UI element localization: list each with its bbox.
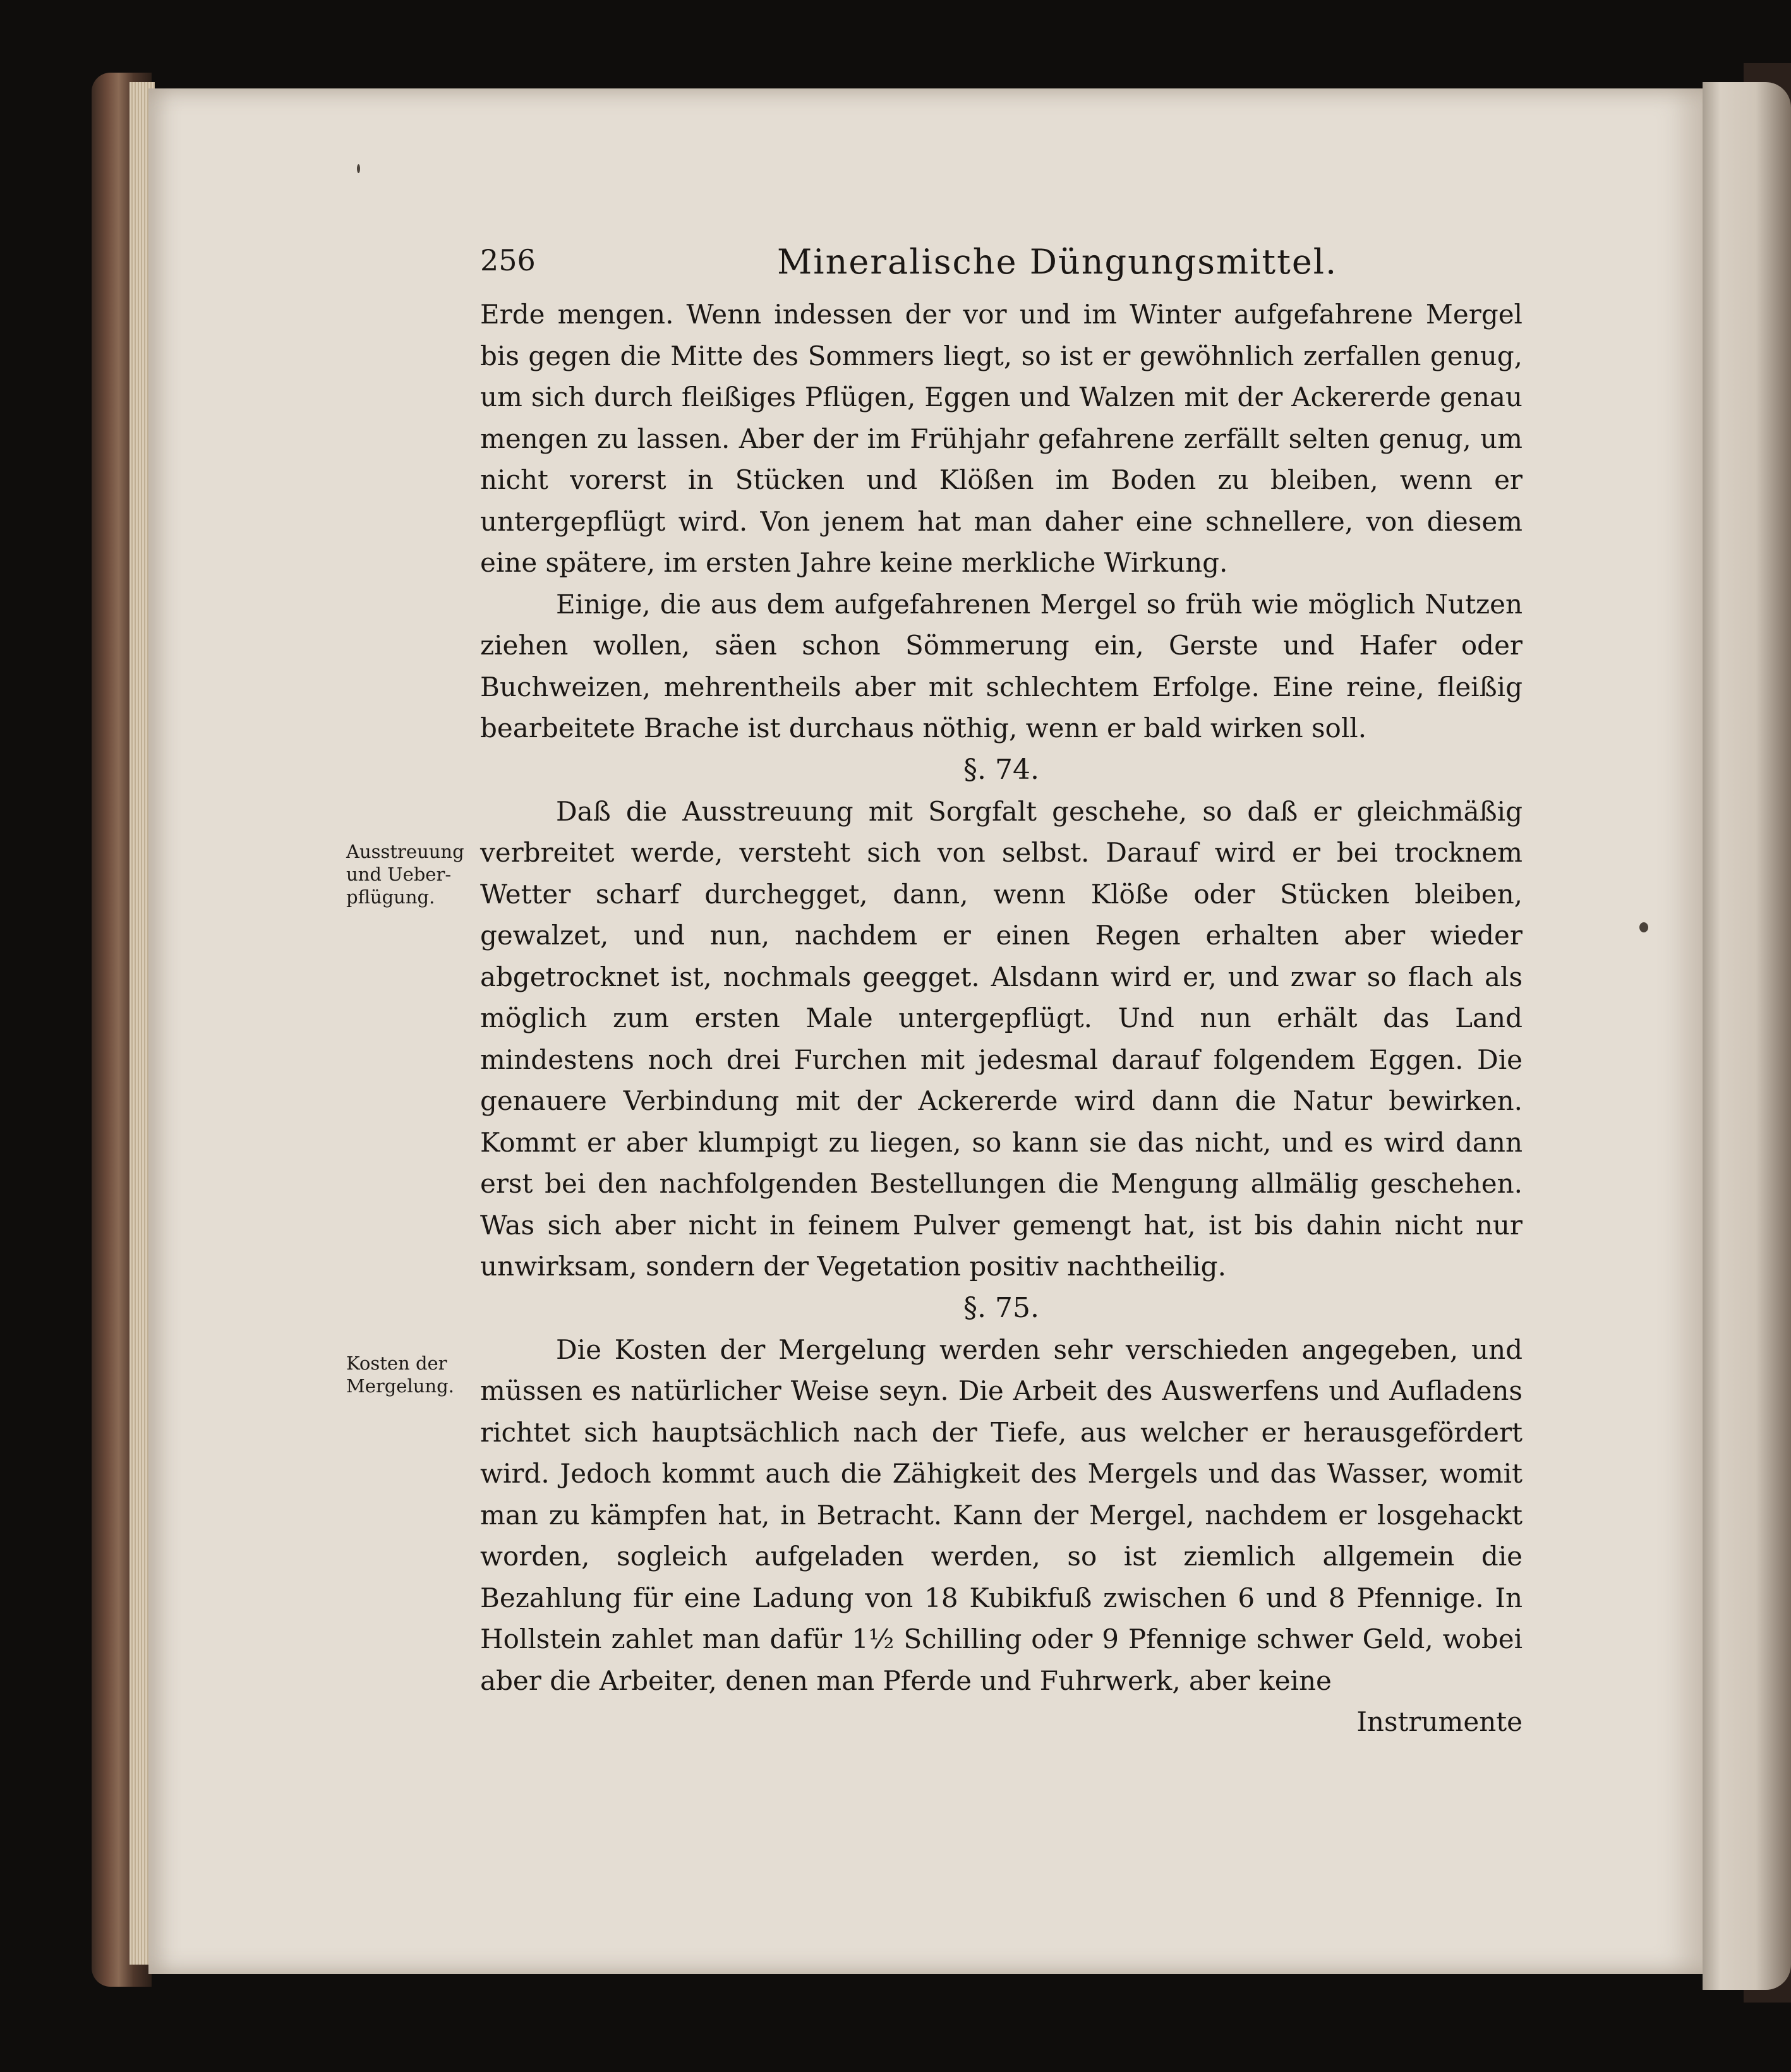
running-title: Mineralische Düngungsmittel. [777,242,1338,282]
margin-note-line: und Ueber- [346,864,452,885]
paragraph: Die Kosten der Mergelung werden sehr verschieden angegeben, und müssen es natürlicher Weise seyn. Die Arbeit des Auswerfens und Aufladens richtet sich hauptsächlich nach der Tiefe, aus welcher er herausgefördert wird. Jedoch kommt auch die Zähigkeit des Mergels und das Wasser, womit man zu kämpfen hat, in Betracht. Kann der Mergel, nachdem er losgehackt worden, sogleich aufgeladen werden, so ist ziemlich allgemein die Bezahlung für eine Ladung von 18 Kubikfuß zwischen 6 und 8 Pfennige. In Hollstein zahlet man dafür 1½ Schilling oder 9 Pfennige schwer Geld, wobei aber die Arbeiter, denen man Pferde und Fuhrwerk, aber keine [480,1334,1523,1696]
ink-speck [357,164,360,173]
margin-note-line: Kosten der [346,1352,447,1374]
margin-note-74 [346,840,473,908]
text-block [480,237,1523,1742]
page-header [480,237,1523,294]
facing-page-edge [1703,82,1791,1990]
section-heading-74: §. 74. [963,753,1039,786]
ink-speck [1639,922,1648,932]
catchword: Instrumente [1356,1706,1523,1737]
paragraph: Erde mengen. Wenn indessen der vor und im Winter aufgefahrene Mergel bis gegen die Mitte des Sommers liegt, so ist er gewöhnlich zerfallen genug, um sich durch fleißiges Pflügen, Eggen und Walzen mit der Ackererde genau mengen zu lassen. Aber der im Frühjahr gefahrene zerfällt selten genug, um nicht vorerst in Stücken und Klößen im Boden zu bleiben, wenn er untergepflügt wird. Von jenem hat man daher eine schnellere, von diesem eine spätere, im ersten Jahre keine merkliche Wirkung. [480,299,1523,578]
margin-note-75 [346,1352,473,1397]
margin-note-line: Mergelung. [346,1375,454,1397]
paragraph: Einige, die aus dem aufgefahrenen Mergel so früh wie möglich Nutzen ziehen wollen, säen schon Sömmerung ein, Gerste und Hafer oder Buchweizen, mehrentheils aber mit schlechtem Erfolge. Eine reine, fleißig bearbeitete Brache ist durchaus nöthig, wenn er bald wirken soll. [480,588,1523,744]
page-number: 256 [480,243,536,277]
margin-note-line: Ausstreuung [346,841,464,862]
section-heading-75: §. 75. [963,1291,1039,1324]
margin-note-line: pflügung. [346,886,435,908]
paragraph: Daß die Ausstreuung mit Sorgfalt geschehe, so daß er gleichmäßig verbreitet werde, versteht sich von selbst. Darauf wird er bei trocknem Wetter scharf durchegget, dann, wenn Klöße oder Stücken bleiben, gewalzet, und nun, nachdem er einen Regen erhalten aber wieder abgetrocknet ist, nochmals geegget. Alsdann wird er, und zwar so flach als möglich zum ersten Male untergepflügt. Und nun erhält das Land mindestens noch drei Furchen mit jedesmal darauf folgendem Eggen. Die genauere Verbindung mit der Ackererde wird dann die Natur bewirken. Kommt er aber klumpigt zu liegen, so kann sie das nicht, und es wird dann erst bei den nachfolgenden Bestellungen die Mengung allmälig geschehen. Was sich aber nicht in feinem Pulver gemengt hat, ist bis dahin nicht nur unwirksam, sondern der Vegetation positiv nachtheilig. [480,795,1523,1282]
